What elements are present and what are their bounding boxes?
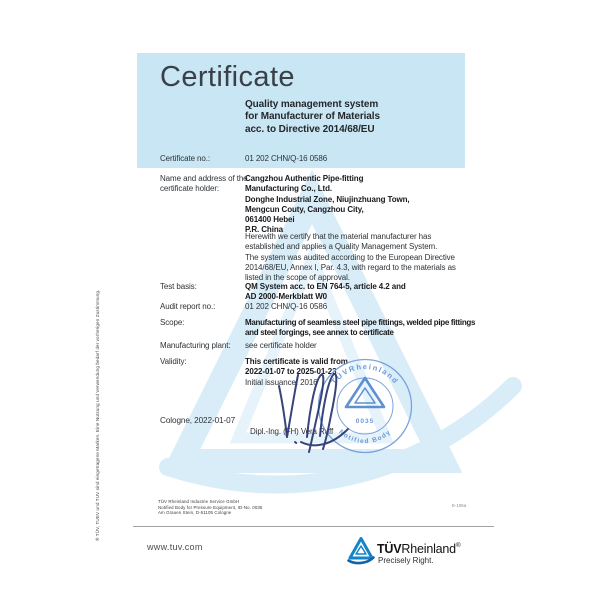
signer-name: Dipl.-Ing. (FH) Vera Ruff xyxy=(250,427,334,436)
form-code: E-106a xyxy=(452,503,467,508)
audit-report-label: Audit report no.: xyxy=(160,302,216,311)
registered-mark: ® xyxy=(455,542,461,549)
certificate-no-value: 01 202 CHN/Q-16 0586 xyxy=(245,154,328,163)
validity-label: Validity: xyxy=(160,357,187,366)
page-title: Certificate xyxy=(160,61,295,93)
stamp-number: 0035 xyxy=(355,418,375,425)
validity-value: This certificate is valid from 2022-01-07 to 2025-01-23 Initial issuance: 2016 xyxy=(245,357,348,387)
website-url: www.tuv.com xyxy=(147,542,203,552)
issuer-fineprint: TÜV Rheinland Industrie Service GmbH Notified Body for Pressure Equipment, ID-No. 0035 Am Grauen Stein, D-51105 Cologne xyxy=(158,499,263,516)
footer-divider xyxy=(133,526,494,527)
stamp-arc-bottom-text: Notified Body xyxy=(337,428,393,446)
certificate-no-label: Certificate no.: xyxy=(160,154,210,163)
brand-tuv: TÜV xyxy=(377,542,402,556)
stamp-arc-top-text: TÜVRheinland xyxy=(329,362,401,387)
manufacturing-plant-value: see certificate holder xyxy=(245,341,317,350)
certificate-header xyxy=(137,53,465,168)
audit-report-value: 01 202 CHN/Q-16 0586 xyxy=(245,302,328,311)
holder-label: Name and address of the certificate holder: xyxy=(160,174,248,194)
subject-line: for Manufacturer of Materials xyxy=(245,111,380,123)
certification-statement: Herewith we certify that the material manufacturer has established and applies a Quality Management System. The system was audited according to the European Directive 2014/68/EU, Annex I, Par. 4.3, with regard to the materials as listed in the scope of approval. xyxy=(245,232,456,283)
scope-label: Scope: xyxy=(160,318,185,327)
stamp-triangle-icon xyxy=(346,378,384,407)
place-date: Cologne, 2022-01-07 xyxy=(160,416,236,425)
certificate-subject xyxy=(245,99,380,136)
tuv-rheinland-logo-icon xyxy=(349,539,374,564)
trademark-side-note: ® TÜV, TUEV und TUV sind eingetragene Marken. Eine Nutzung und Verwendung bedarf der vorherigen Zustimmung. xyxy=(95,289,100,541)
brand-tagline: Precisely Right. xyxy=(378,556,434,565)
scope-value: Manufacturing of seamless steel pipe fittings, welded pipe fittings and steel forgings, see annex to certificate xyxy=(245,318,476,338)
test-basis-label: Test basis: xyxy=(160,282,197,291)
brand-rheinland: Rheinland xyxy=(401,542,456,556)
subject-line: Quality management system xyxy=(245,99,379,110)
holder-address: Cangzhou Authentic Pipe-fitting Manufacturing Co., Ltd. Donghe Industrial Zone, Niujinzhuang Town, Mengcun Couty, Cangzhou City, 061400 Hebei P.R. China xyxy=(245,174,410,235)
watermark-swoosh xyxy=(168,386,513,485)
subject-line: acc. to Directive 2014/68/EU xyxy=(245,123,375,135)
test-basis-value: QM System acc. to EN 764-5, article 4.2 and AD 2000-Merkblatt W0 xyxy=(245,282,406,302)
manufacturing-plant-label: Manufacturing plant: xyxy=(160,341,231,350)
